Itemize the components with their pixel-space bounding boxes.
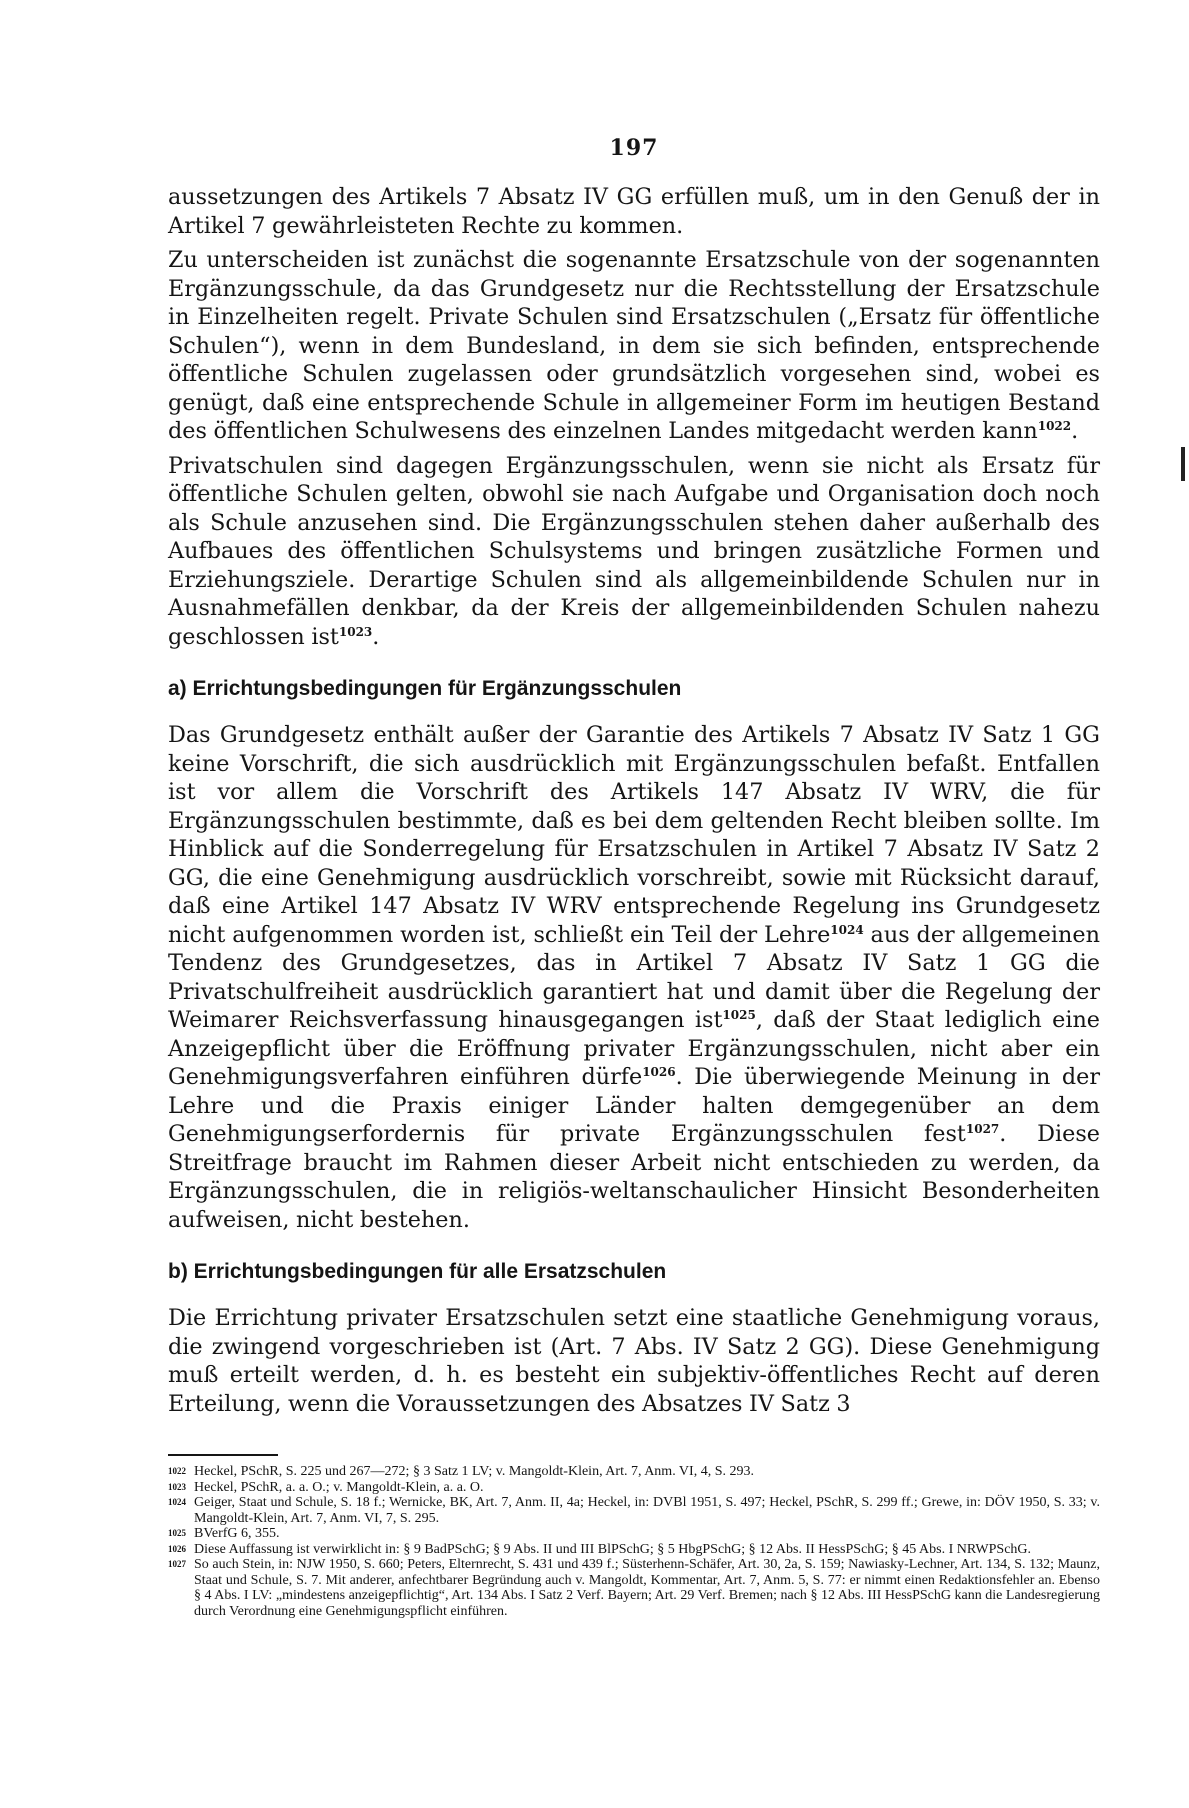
paragraph-intro-3 <box>168 452 1100 652</box>
footnote-ref-1025[interactable]: 1025 <box>722 1008 756 1022</box>
page-edge-mark <box>1181 447 1185 481</box>
footnote-1022 <box>168 1464 1100 1480</box>
footnote-text: So auch Stein, in: NJW 1950, S. 660; Peters, Elternrecht, S. 431 und 439 f.; Süsterhenn-Schäfer, Art. 30, 2a, S. 159; Nawiasky-Lechner, Art. 134, S. 132; Maunz, Staat und Schule, S. 7. Mit anderer, anfechtbarer Begründung auch v. Mangoldt, Kommentar, Art. 7, Anm. 5, S. 77: er nimmt einen Redaktionsfehler an. Ebenso § 4 Abs. I LV: „mindestens anzeigepflichtig“, Art. 134 Abs. I Satz 2 Verf. Bayern; Art. 29 Verf. Bremen; nach § 12 Abs. III HessPSchG kann die Landesregierung durch Verordnung eine Genehmigungspflicht einführen. <box>194 1557 1100 1619</box>
paragraph-text: , daß der Staat lediglich eine Anzeigepflicht über die Eröffnung privater Ergänzungsschulen, nicht aber ein Genehmigungsverfahren einführen dürfe <box>168 1007 1100 1090</box>
footnote-ref-1022[interactable]: 1022 <box>1037 419 1072 433</box>
paragraph-text: Privatschulen sind dagegen Ergänzungsschulen, wenn sie nicht als Ersatz für öffentliche Schulen gelten, obwohl sie nach Aufgabe und Organisation doch noch als Schule anzusehen sind. Die Ergänzungsschulen stehen daher außerhalb des Aufbaues des öffentlichen Schulsystems und bringen zusätzliche Formen und Erziehungsziele. Derartige Schulen sind als allgemeinbildende Schulen nur in Ausnahmefällen denkbar, da der Kreis der allgemeinbildenden Schulen nahezu geschlossen ist <box>168 452 1100 650</box>
paragraph-text: . Die überwiegende Meinung in der Lehre und die Praxis einiger Länder halten demgegenüber an dem Genehmigungserfordernis für private Ergänzungsschulen fest <box>168 1064 1100 1147</box>
section-heading-b: b) Errichtungsbedingungen für alle Ersatzschulen <box>168 1260 667 1283</box>
footnote-1026 <box>168 1542 1100 1558</box>
footnote-ref-1024[interactable]: 1024 <box>830 922 864 937</box>
paragraph-intro-1 <box>168 183 1100 240</box>
footnote-divider <box>168 1454 278 1456</box>
footnote-number: 1025 <box>168 1528 186 1538</box>
footnote-1025 <box>168 1526 1100 1542</box>
paragraph-text: aus der allgemeinen Tendenz des Grundgesetzes, das in Artikel 7 Absatz IV Satz 1 GG die Privatschulfreiheit ausdrücklich garantiert hat und damit über die Regelung der Weimarer Reichsverfassung hinausgegangen ist <box>168 921 1100 1033</box>
paragraph-text: . <box>372 623 380 650</box>
footnote-text: Diese Auffassung ist verwirklicht in: § 9 BadPSchG; § 9 Abs. II und III BlPSchG; § 5 HbgPSchG; § 12 Abs. II HessPSchG; § 45 Abs. I NRWPSchG. <box>194 1541 1032 1557</box>
footnote-ref-1026[interactable]: 1026 <box>642 1065 676 1079</box>
paragraph-text: Das Grundgesetz enthält außer der Garantie des Artikels 7 Absatz IV Satz 1 GG keine Vorschrift, die sich ausdrücklich mit Ergänzungsschulen befaßt. Entfallen ist vor allem die Vorschrift des Artikels 147 Absatz IV WRV, die für Ergänzungsschulen bestimmte, daß es bei dem geltenden Recht bleiben sollte. Im Hinblick auf die Sonderregelung für Ersatzschulen in Artikel 7 Absatz IV Satz 2 GG, die eine Genehmigung ausdrücklich vorschreibt, sowie mit Rücksicht darauf, daß eine Artikel 147 Absatz IV WRV entsprechende Regelung ins Grundgesetz nicht aufgenommen worden ist, schließt ein Teil der Lehre <box>168 722 1100 948</box>
footnote-number: 1027 <box>168 1559 186 1569</box>
footnote-number: 1026 <box>168 1543 186 1554</box>
paragraph-text: . Diese Streitfrage braucht im Rahmen dieser Arbeit nicht entschieden zu werden, da Ergänzungsschulen, die in religiös-weltanschaulicher Hinsicht Besonderheiten aufweisen, nicht bestehen. <box>168 1121 1100 1233</box>
document-page <box>168 135 1100 1619</box>
section-heading-a: a) Errichtungsbedingungen für Ergänzungsschulen <box>168 677 682 700</box>
footnote-1027 <box>168 1557 1100 1619</box>
footnote-1023 <box>168 1480 1100 1496</box>
footnote-ref-1023[interactable]: 1023 <box>338 624 373 639</box>
footnote-number: 1024 <box>168 1497 186 1507</box>
footnote-text: Heckel, PSchR, S. 225 und 267—272; § 3 Satz 1 LV; v. Mangoldt-Klein, Art. 7, Anm. VI, 4, S. 293. <box>194 1464 754 1479</box>
footnote-number: 1022 <box>168 1466 186 1476</box>
footnote-number: 1023 <box>168 1481 186 1492</box>
paragraph-text: Zu unterscheiden ist zunächst die sogenannte Ersatzschule von der sogenannten Ergänzungsschule, da das Grundgesetz nur die Rechtsstellung der Ersatzschule in Einzelheiten regelt. Private Schulen sind Ersatzschulen („Ersatz für öffentliche Schulen“), wenn in dem Bundesland, in dem sie sich befinden, entsprechende öffentliche Schulen zugelassen oder grundsätzlich vorgesehen sind, wobei es genügt, daß eine entsprechende Schule in allgemeiner Form im heutigen Bestand des öffentlichen Schulwesens des einzelnen Landes mitgedacht werden kann <box>168 247 1100 444</box>
paragraph-section-b: Die Errichtung privater Ersatzschulen setzt eine staatliche Genehmigung voraus, die zwingend vorgeschrieben ist (Art. 7 Abs. IV Satz 2 GG). Diese Genehmigung muß erteilt werden, d. h. es besteht ein subjektiv-öffentliches Recht auf deren Erteilung, wenn die Voraussetzungen des Absatzes IV Satz 3 <box>168 1305 1100 1417</box>
footnote-list <box>168 1464 1100 1619</box>
footnote-text: Heckel, PSchR, a. a. O.; v. Mangoldt-Klein, a. a. O. <box>194 1479 484 1495</box>
footnote-1024 <box>168 1495 1100 1526</box>
paragraph-text: . <box>1071 418 1079 444</box>
paragraph-section-a <box>168 721 1100 1234</box>
footnote-text: BVerfG 6, 355. <box>194 1526 280 1541</box>
paragraph-text: aussetzungen des Artikels 7 Absatz IV GG erfüllen muß, um in den Genuß der in Artikel 7 gewährleisteten Rechte zu kommen. <box>168 184 1100 239</box>
footnote-text: Geiger, Staat und Schule, S. 18 f.; Wernicke, BK, Art. 7, Anm. II, 4a; Heckel, in: DVBl 1951, S. 497; Heckel, PSchR, S. 299 ff.; Grewe, in: DÖV 1950, S. 33; v. Mangoldt-Klein, Art. 7, Anm. VI, 7, S. 295. <box>194 1495 1100 1526</box>
page-number: 197 <box>609 135 659 161</box>
paragraph-intro-2 <box>168 246 1100 446</box>
footnote-ref-1027[interactable]: 1027 <box>965 1122 1000 1136</box>
